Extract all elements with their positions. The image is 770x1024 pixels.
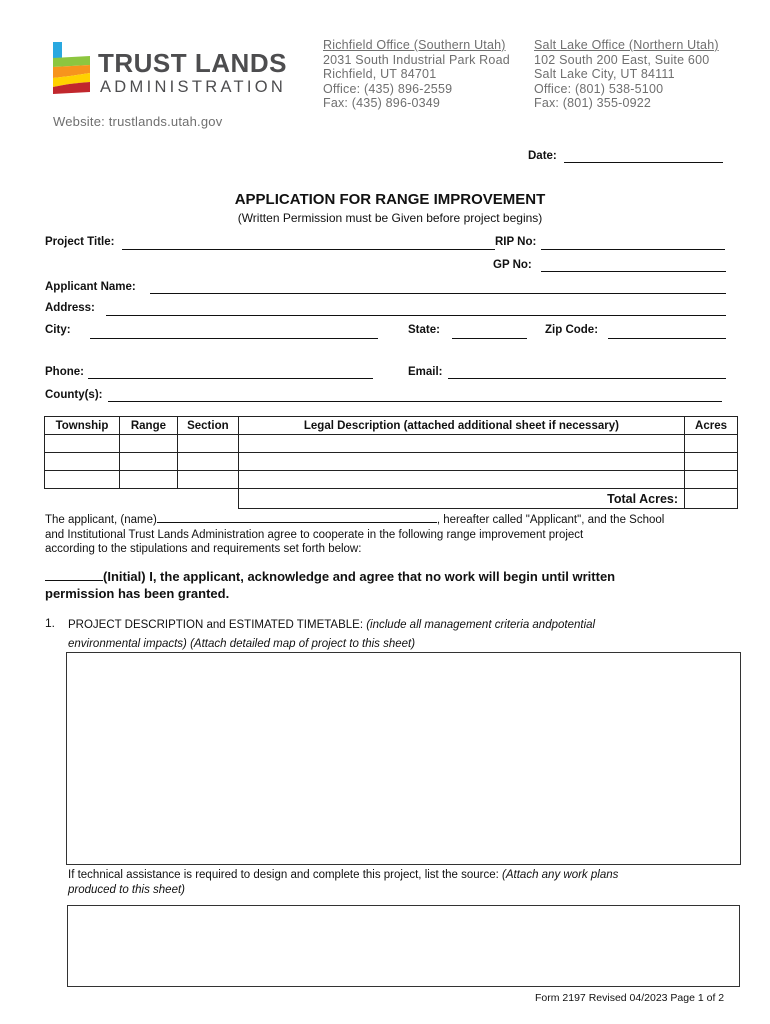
table-cell[interactable] bbox=[238, 471, 684, 489]
logo-line1: TRUST LANDS bbox=[98, 48, 287, 78]
section1-italic2: environmental impacts) (Attach detailed map of project to this sheet) bbox=[68, 638, 416, 650]
website-link[interactable]: Website: trustlands.utah.gov bbox=[53, 114, 223, 129]
state-label: State: bbox=[408, 324, 440, 336]
project-title-label: Project Title: bbox=[45, 236, 115, 248]
form-footer: Form 2197 Revised 04/2023 Page 1 of 2 bbox=[535, 992, 725, 1004]
zip-label: Zip Code: bbox=[545, 324, 599, 336]
technical-assistance bbox=[68, 868, 618, 897]
state-field[interactable] bbox=[452, 338, 527, 339]
county-field[interactable] bbox=[108, 401, 722, 402]
land-description-table bbox=[44, 416, 738, 509]
table-cell[interactable] bbox=[45, 471, 120, 489]
address-field[interactable] bbox=[106, 315, 726, 316]
table-cell[interactable] bbox=[238, 453, 684, 471]
table-cell[interactable] bbox=[177, 471, 238, 489]
total-row bbox=[45, 489, 738, 509]
total-acres-field[interactable] bbox=[685, 489, 738, 509]
col-township: Township bbox=[45, 417, 120, 435]
rip-no-label: RIP No: bbox=[495, 236, 537, 248]
office-fax: Fax: (435) 896-0349 bbox=[323, 96, 441, 111]
table-cell[interactable] bbox=[685, 471, 738, 489]
table-cell[interactable] bbox=[45, 453, 120, 471]
col-section: Section bbox=[177, 417, 238, 435]
col-range: Range bbox=[119, 417, 177, 435]
tech-italic1: (Attach any work plans bbox=[502, 869, 619, 881]
empty-cell bbox=[45, 489, 239, 509]
table-row bbox=[45, 453, 738, 471]
tech-italic2: produced to this sheet) bbox=[68, 883, 185, 896]
agreement-paragraph bbox=[45, 512, 664, 557]
agreement-line2: and Institutional Trust Lands Administration agree to cooperate in the following range improvement project bbox=[45, 528, 584, 541]
section1-heading bbox=[68, 616, 595, 654]
email-field[interactable] bbox=[448, 378, 726, 379]
initial-text-line1: (Initial) I, the applicant, acknowledge and agree that no work will begin until written bbox=[103, 569, 616, 584]
office-title: Richfield Office (Southern Utah) bbox=[323, 38, 506, 52]
gp-no-label: GP No: bbox=[493, 259, 532, 271]
office-salt-lake bbox=[534, 38, 719, 111]
office-phone: Office: (435) 896-2559 bbox=[323, 81, 453, 96]
project-description-box[interactable] bbox=[66, 652, 741, 865]
form-subtitle: (Written Permission must be Given before project begins) bbox=[237, 211, 543, 225]
section1-italic1: (include all management criteria andpotential bbox=[366, 619, 596, 631]
table-cell[interactable] bbox=[119, 435, 177, 453]
table-cell[interactable] bbox=[238, 435, 684, 453]
initial-acknowledgment bbox=[45, 569, 615, 602]
office-phone: Office: (801) 538-5100 bbox=[534, 81, 664, 96]
form-title: APPLICATION FOR RANGE IMPROVEMENT bbox=[234, 191, 546, 208]
table-row bbox=[45, 471, 738, 489]
table-cell[interactable] bbox=[119, 453, 177, 471]
city-field[interactable] bbox=[90, 338, 378, 339]
landscape-logo-icon bbox=[52, 40, 96, 98]
email-label: Email: bbox=[408, 366, 443, 378]
date-field[interactable] bbox=[564, 162, 723, 163]
gp-no-field[interactable] bbox=[541, 271, 726, 272]
phone-label: Phone: bbox=[45, 366, 84, 378]
phone-field[interactable] bbox=[88, 378, 373, 379]
table-cell[interactable] bbox=[177, 453, 238, 471]
rip-no-field[interactable] bbox=[541, 249, 725, 250]
total-acres-label: Total Acres: bbox=[238, 489, 684, 509]
table-cell[interactable] bbox=[685, 453, 738, 471]
applicant-name-field[interactable] bbox=[150, 293, 726, 294]
office-city: Richfield, UT 84701 bbox=[323, 67, 437, 82]
applicant-name-label: Applicant Name: bbox=[45, 281, 136, 293]
section1-text: PROJECT DESCRIPTION and ESTIMATED TIMETABLE: bbox=[68, 619, 367, 631]
logo-line2: ADMINISTRATION bbox=[100, 78, 287, 96]
table-header-row bbox=[45, 417, 738, 435]
county-label: County(s): bbox=[45, 389, 103, 401]
initial-text-line2: permission has been granted. bbox=[45, 585, 230, 601]
agreement-line3: according to the stipulations and requirements set forth below: bbox=[45, 543, 362, 555]
office-city: Salt Lake City, UT 84111 bbox=[534, 67, 675, 82]
table-cell[interactable] bbox=[45, 435, 120, 453]
initial-field[interactable] bbox=[45, 569, 103, 581]
tech-text: If technical assistance is required to design and complete this project, list the source: bbox=[68, 869, 503, 881]
project-title-field[interactable] bbox=[122, 249, 495, 250]
agreement-post: , hereafter called "Applicant", and the School bbox=[436, 514, 665, 526]
col-legal-description: Legal Description (attached additional sheet if necessary) bbox=[238, 417, 684, 435]
office-street: 2031 South Industrial Park Road bbox=[323, 52, 510, 67]
section1-number: 1. bbox=[45, 616, 56, 630]
table-cell[interactable] bbox=[685, 435, 738, 453]
col-acres: Acres bbox=[685, 417, 738, 435]
applicant-name-inline-field[interactable] bbox=[157, 512, 437, 523]
table-cell[interactable] bbox=[177, 435, 238, 453]
office-richfield bbox=[323, 38, 510, 111]
zip-field[interactable] bbox=[608, 338, 726, 339]
technical-assistance-box[interactable] bbox=[67, 905, 740, 987]
address-label: Address: bbox=[45, 302, 95, 314]
date-label: Date: bbox=[528, 150, 557, 162]
table-cell[interactable] bbox=[119, 471, 177, 489]
city-label: City: bbox=[45, 324, 71, 336]
trust-lands-logo bbox=[52, 40, 297, 98]
office-title: Salt Lake Office (Northern Utah) bbox=[534, 38, 719, 52]
table-row bbox=[45, 435, 738, 453]
office-street: 102 South 200 East, Suite 600 bbox=[534, 52, 710, 67]
agreement-pre: The applicant, (name) bbox=[45, 514, 157, 526]
office-fax: Fax: (801) 355-0922 bbox=[534, 96, 652, 111]
